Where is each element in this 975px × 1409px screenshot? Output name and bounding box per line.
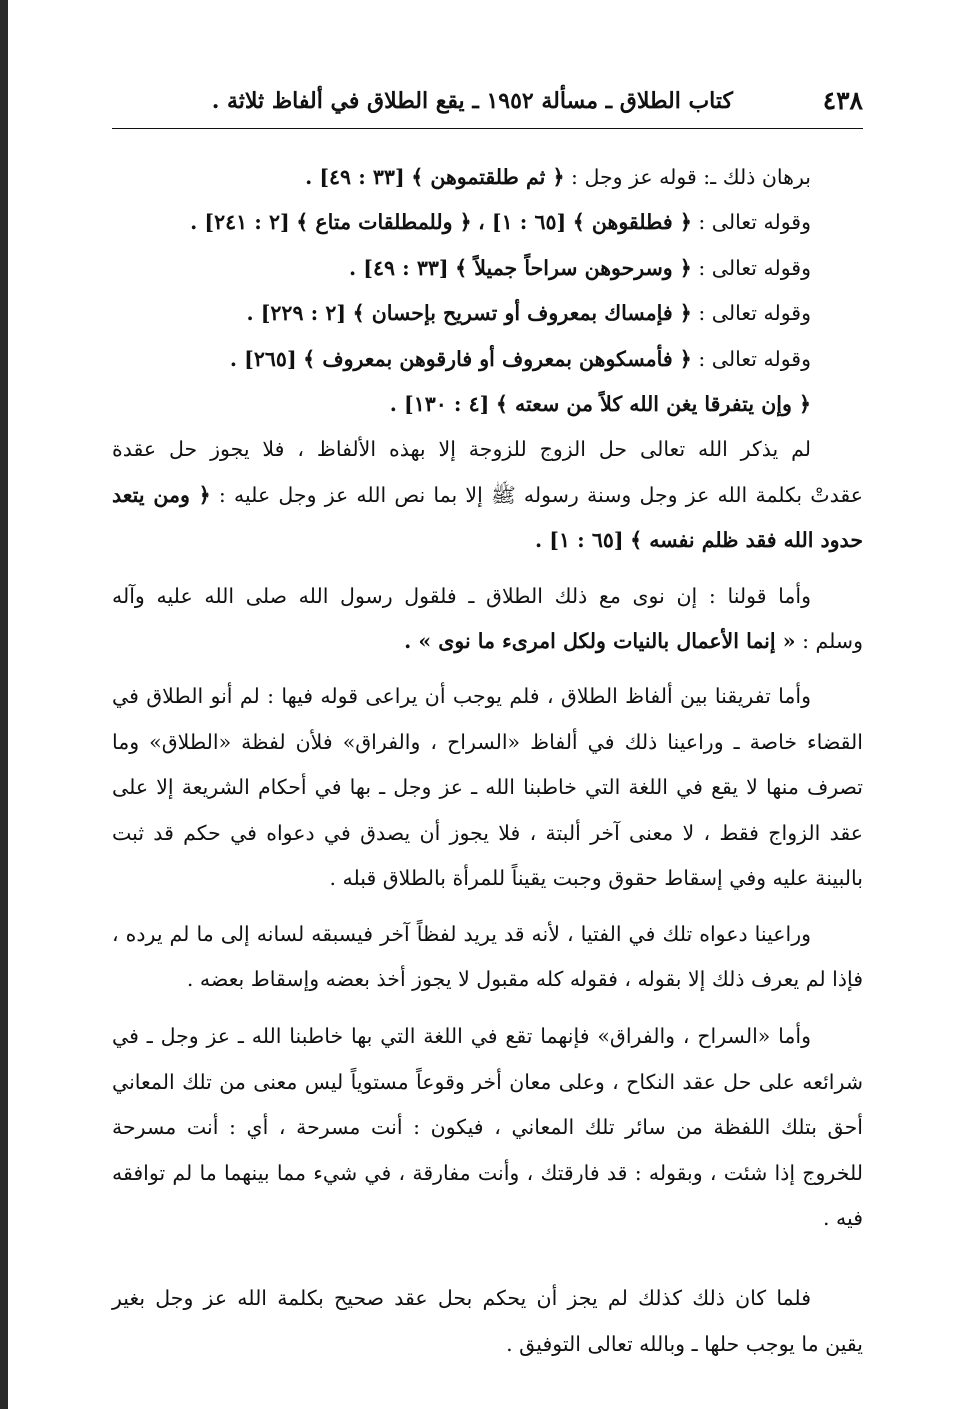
quran-quote: حدود الله فقد ظلم نفسه ﴾ [630, 528, 863, 553]
quran-quote: ﴿ ومن يتعد [112, 482, 211, 507]
paragraph-line: أحق بتلك اللفظة من سائر تلك المعاني ، فيكون : أنت مسرحة ، أي : أنت مسرحة [112, 1115, 863, 1140]
paragraph-line [112, 518, 863, 563]
paragraph-line: شرائعه على حل عقد النكاح ، وعلى معان أخر وقوعاً مستوياً ليس معنى من تلك المعاني [112, 1069, 863, 1094]
paragraph-line: بالبينة عليه وفي إسقاط حقوق وجبت يقيناً للمرأة بالطلاق قبله . [329, 866, 863, 891]
page-edge-shadow [0, 0, 8, 1409]
paragraph-line: القضاء خاصة ـ وراعينا ذلك في ألفاظ «السراح ، والفراق» فلأن لفظة «الطلاق» وما [112, 729, 863, 754]
paragraph-text: وسلم : [802, 629, 863, 654]
paragraph-line: وأما «السراح ، والفراق» فإنهما تقع في اللغة التي بها خاطبنا الله ـ عز وجل ـ في [112, 1024, 811, 1049]
verse-reference: [٢ : ٢٢٩] . [246, 301, 347, 326]
hadith-quote: « إنما الأعمال بالنيات ولكل امرىء ما نوى » . [404, 629, 796, 654]
paragraph-line [112, 619, 863, 664]
paragraph-line: وأما قولنا : إن نوى مع ذلك الطلاق ـ فلقول رسول الله صلى الله عليه وآله [112, 583, 811, 608]
verse-reference: [٦٥ : ١] ، [478, 210, 567, 235]
page-body [112, 155, 863, 1367]
paragraph-line: عقد الزواج فقط ، لا معنى آخر ألبتة ، فلا يجوز أن يصدق في دعواه في حكم قد ثبت [112, 820, 863, 845]
verse-reference: [٦٥ : ١] . [534, 528, 624, 553]
header-rule [112, 128, 863, 129]
verse-line [112, 246, 863, 291]
verse-line [112, 337, 863, 382]
paragraph-line: وأما تفريقنا بين ألفاظ الطلاق ، فلم يوجب أن يراعى قوله فيها : لم أنو الطلاق في [112, 684, 811, 709]
verse-intro: برهان ذلك ـ: قوله عز وجل : [571, 165, 811, 189]
paragraph-text: عقدتْ بكلمة الله عز وجل وسنة رسوله ﷺ إلا بما نص الله عز وجل عليه : [218, 482, 863, 507]
paragraph-line: فإذا لم يعرف ذلك إلا بقوله ، فقوله كله مقبول لا يجوز أخذ بعضه وإسقاط بعضه . [186, 966, 863, 991]
verse-reference: [٤ : ١٣٠] . [389, 392, 490, 417]
quran-quote: ﴿ وإن يتفرقا يغن الله كلاً من سعته ﴾ [495, 392, 811, 417]
quran-quote: ﴿ ثم طلقتموهن ﴾ [411, 165, 565, 189]
running-title: كتاب الطلاق ـ مسألة ١٩٥٢ ـ يقع الطلاق في ألفاظ ثلاثة . [211, 88, 733, 114]
quran-quote: ﴿ فطلقوهن ﴾ [572, 210, 692, 235]
quran-quote: ﴿ وللمطلقات متاع ﴾ [296, 210, 472, 235]
verse-intro: وقوله تعالى : [698, 255, 811, 280]
paragraph-line: لم يذكر الله تعالى حل الزوج للزوجة إلا بهذه الألفاظ ، فلا يجوز حل عقدة [112, 437, 811, 462]
verse-line [112, 155, 863, 200]
quran-quote: ﴿ وسرحوهن سراحاً جميلاً ﴾ [455, 255, 692, 280]
verse-intro: وقوله تعالى : [698, 301, 811, 326]
paragraph-line: فيه . [822, 1205, 863, 1230]
verse-reference: [٣٣ : ٤٩] . [349, 255, 449, 280]
verse-reference: [٣٣ : ٤٩] . [305, 165, 405, 189]
verse-intro: وقوله تعالى : [698, 210, 811, 235]
paragraph-line [112, 473, 863, 518]
paragraph-line: تصرف منها لا يقع في اللغة التي خاطبنا الله ـ عز وجل ـ بها في أحكام الشريعة إلا على [112, 775, 863, 800]
quran-quote: ﴿ فأمسكوهن بمعروف أو فارقوهن بمعروف ﴾ [303, 346, 692, 371]
verse-line [112, 382, 863, 427]
verse-line [112, 291, 863, 336]
page-number: ٤٣٨ [822, 86, 863, 115]
paragraph-line: يقين ما يوجب حلها ـ وبالله تعالى التوفيق . [506, 1331, 863, 1356]
verse-line [112, 200, 863, 245]
paragraph-line: للخروج إذا شئت ، وبقوله : قد فارقتك ، وأنت مفارقة ، في شيء مما بينهما ما لم توافقه [112, 1160, 863, 1185]
quran-quote: ﴿ فإمساك بمعروف أو تسريح بإحسان ﴾ [352, 301, 692, 326]
page-header [112, 86, 863, 126]
paragraph-line: فلما كان ذلك كذلك لم يجز أن يحكم بحل عقد صحيح بكلمة الله عز وجل بغير [112, 1286, 811, 1311]
paragraph-line: وراعينا دعواه تلك في الفتيا ، لأنه قد يريد لفظاً آخر فيسبقه لسانه إلى ما لم يرده ، [112, 921, 811, 946]
verse-intro: وقوله تعالى : [698, 346, 811, 371]
verse-reference: [٢٦٥] . [229, 346, 297, 371]
verse-reference: [٢ : ٢٤١] . [190, 210, 290, 235]
